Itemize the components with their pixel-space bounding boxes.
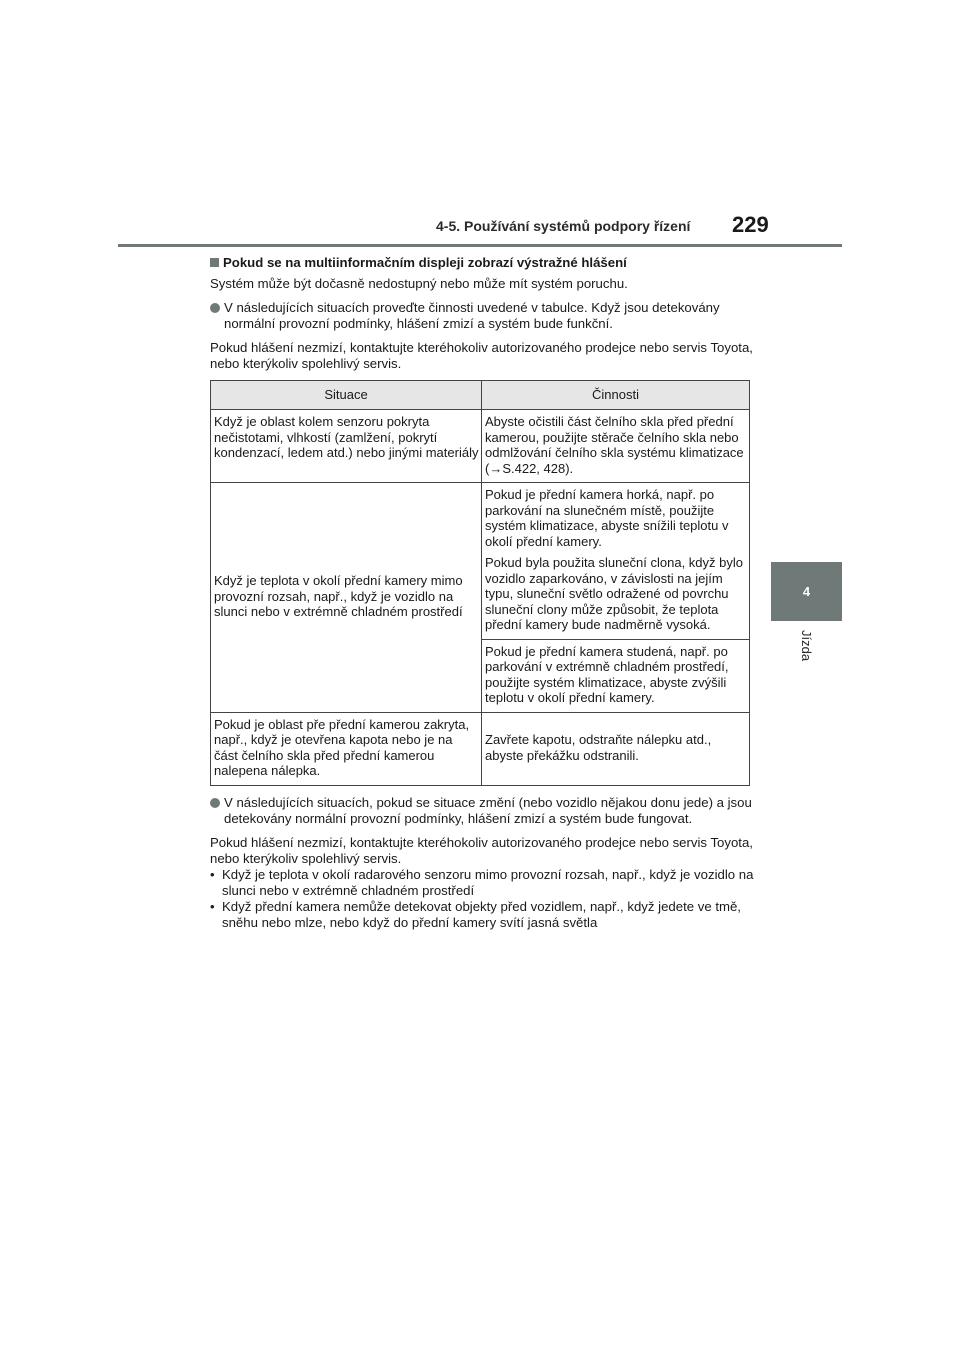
section-header: 4-5. Používání systémů podpory řízení <box>436 218 691 234</box>
table-cell-action: Pokud je přední kamera horká, např. po parkování na slunečném místě, použijte systém klimatizace, abyste snížili teplotu v okolí přední kamery. <box>485 487 729 549</box>
table-cell-actions <box>482 483 750 640</box>
circle-bullet-icon <box>210 798 220 808</box>
section-heading <box>210 255 755 271</box>
table-cell-situation: Když je oblast kolem senzoru pokryta nečistotami, vlhkostí (zamlžení, pokrytí kondenzací, ledem atd.) nebo jinými materiály <box>211 410 482 483</box>
section-heading-text: Pokud se na multiinformačním displeji zobrazí výstražné hlášení <box>223 255 627 270</box>
chapter-label-text: Jízda <box>799 630 814 662</box>
table-header-row <box>211 381 750 410</box>
chapter-label <box>798 630 814 678</box>
condition-list <box>210 867 755 931</box>
situation-table <box>210 380 750 786</box>
table-row <box>211 712 750 785</box>
contact-paragraph-1: Pokud hlášení nezmizí, kontaktujte kteréhokoliv autorizovaného prodejce nebo servis Toyota, nebo kterýkoliv spolehlivý servis. <box>210 340 753 371</box>
header-divider <box>118 244 842 247</box>
list-item-text: Když je teplota v okolí radarového senzoru mimo provozní rozsah, např., když je vozidlo na slunci nebo v extrémně chladném prostředí <box>222 866 754 898</box>
list-item-text: Když přední kamera nemůže detekovat objekty před vozidlem, např., když jedete ve tmě, sněhu nebo mlze, nebo když do přední kamery svítí jasná světla <box>222 898 741 930</box>
dot-bullet-icon: • <box>210 866 215 882</box>
page-content <box>210 255 755 931</box>
table-row <box>211 483 750 640</box>
table-cell-situation: Pokud je oblast pře přední kamerou zakryta, např., když je otevřena kapota nebo je na část čelního skla před přední kamerou nalepena nálepka. <box>211 712 482 785</box>
dot-bullet-icon: • <box>210 898 215 914</box>
table-cell-action: Pokud byla použita sluneční clona, když bylo vozidlo zaparkováno, v závislosti na jejím typu, sluneční světlo odražené od povrchu sluneční clony může způsobit, že teplota přední kamery bude nadměrně vysoká. <box>485 555 743 632</box>
bullet-paragraph-1 <box>210 300 755 332</box>
table-cell-situation: Když je teplota v okolí přední kamery mimo provozní rozsah, např., když je vozidlo na slunci nebo v extrémně chladném prostředí <box>211 483 482 713</box>
table-header-situation: Situace <box>211 381 482 410</box>
list-item <box>210 867 755 899</box>
table-cell-action: Zavřete kapotu, odstraňte nálepku atd., abyste překážku odstranili. <box>482 712 750 785</box>
square-bullet-icon <box>210 258 219 267</box>
table-header-actions: Činnosti <box>482 381 750 410</box>
intro-paragraph: Systém může být dočasně nedostupný nebo může mít systém poruchu. <box>210 276 628 291</box>
table-cell-action: Abyste očistili část čelního skla před přední kamerou, použijte stěrače čelního skla nebo odmlžování čelního skla systému klimatizace (→S.422, 428). <box>482 410 750 483</box>
table-cell-action: Pokud je přední kamera studená, např. po parkování v extrémně chladném prostředí, použijte systém klimatizace, abyste zvýšili teplotu v okolí přední kamery. <box>482 639 750 712</box>
table-row <box>211 410 750 483</box>
bullet-paragraph-1-text: V následujících situacích proveďte činnosti uvedené v tabulce. Když jsou detekovány normální provozní podmínky, hlášení zmizí a systém bude funkční. <box>224 300 720 331</box>
list-item <box>210 899 755 931</box>
contact-paragraph-2: Pokud hlášení nezmizí, kontaktujte kteréhokoliv autorizovaného prodejce nebo servis Toyota, nebo kterýkoliv spolehlivý servis. <box>210 834 753 866</box>
bullet-paragraph-2 <box>210 795 755 827</box>
chapter-tab <box>771 562 842 621</box>
chapter-number: 4 <box>802 584 811 599</box>
bullet-paragraph-2-text: V následujících situacích, pokud se situace změní (nebo vozidlo nějakou donu jede) a jsou detekovány normální provozní podmínky, hlášení zmizí a systém bude fungovat. <box>224 794 752 826</box>
page-number: 229 <box>732 212 769 237</box>
circle-bullet-icon <box>210 303 220 313</box>
